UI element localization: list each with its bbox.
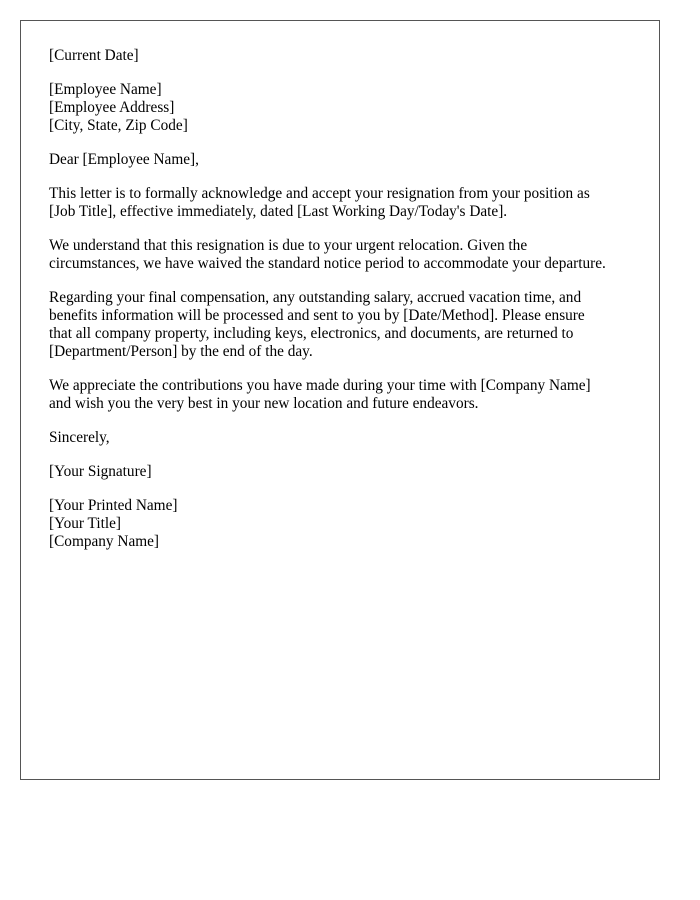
letter-page xyxy=(20,20,660,780)
signature: [Your Signature] xyxy=(49,463,152,480)
paragraph-compensation-line: [Department/Person] by the end of the day. xyxy=(49,343,313,360)
sender-printed-name: [Your Printed Name] xyxy=(49,497,178,514)
paragraph-relocation-line: circumstances, we have waived the standard notice period to accommodate your departure. xyxy=(49,255,606,272)
paragraph-appreciation xyxy=(49,377,631,413)
signature-block xyxy=(49,463,631,481)
recipient-address: [Employee Address] xyxy=(49,99,175,116)
paragraph-compensation-line: Regarding your final compensation, any outstanding salary, accrued vacation time, and xyxy=(49,289,582,306)
paragraph-compensation xyxy=(49,289,631,361)
paragraph-acceptance-line: [Job Title], effective immediately, dated [Last Working Day/Today's Date]. xyxy=(49,203,508,220)
recipient-address-block xyxy=(49,81,631,135)
salutation-block xyxy=(49,151,631,169)
recipient-name: [Employee Name] xyxy=(49,81,162,98)
sender-title: [Your Title] xyxy=(49,515,121,532)
paragraph-relocation xyxy=(49,237,631,273)
recipient-city-state-zip: [City, State, Zip Code] xyxy=(49,117,188,134)
paragraph-acceptance xyxy=(49,185,631,221)
closing-block xyxy=(49,429,631,447)
paragraph-relocation-line: We understand that this resignation is due to your urgent relocation. Given the xyxy=(49,237,528,254)
paragraph-appreciation-line: We appreciate the contributions you have made during your time with [Company Name] xyxy=(49,377,591,394)
paragraph-acceptance-line: This letter is to formally acknowledge and accept your resignation from your position as xyxy=(49,185,590,202)
paragraph-compensation-line: that all company property, including keys, electronics, and documents, are returned to xyxy=(49,325,574,342)
paragraph-compensation-line: benefits information will be processed and sent to you by [Date/Method]. Please ensure xyxy=(49,307,585,324)
sender-company: [Company Name] xyxy=(49,533,160,550)
letter-date: [Current Date] xyxy=(49,47,139,64)
paragraph-appreciation-line: and wish you the very best in your new location and future endeavors. xyxy=(49,395,479,412)
salutation: Dear [Employee Name], xyxy=(49,151,199,168)
sender-block xyxy=(49,497,631,551)
letter-date-block xyxy=(49,47,631,65)
closing: Sincerely, xyxy=(49,429,110,446)
